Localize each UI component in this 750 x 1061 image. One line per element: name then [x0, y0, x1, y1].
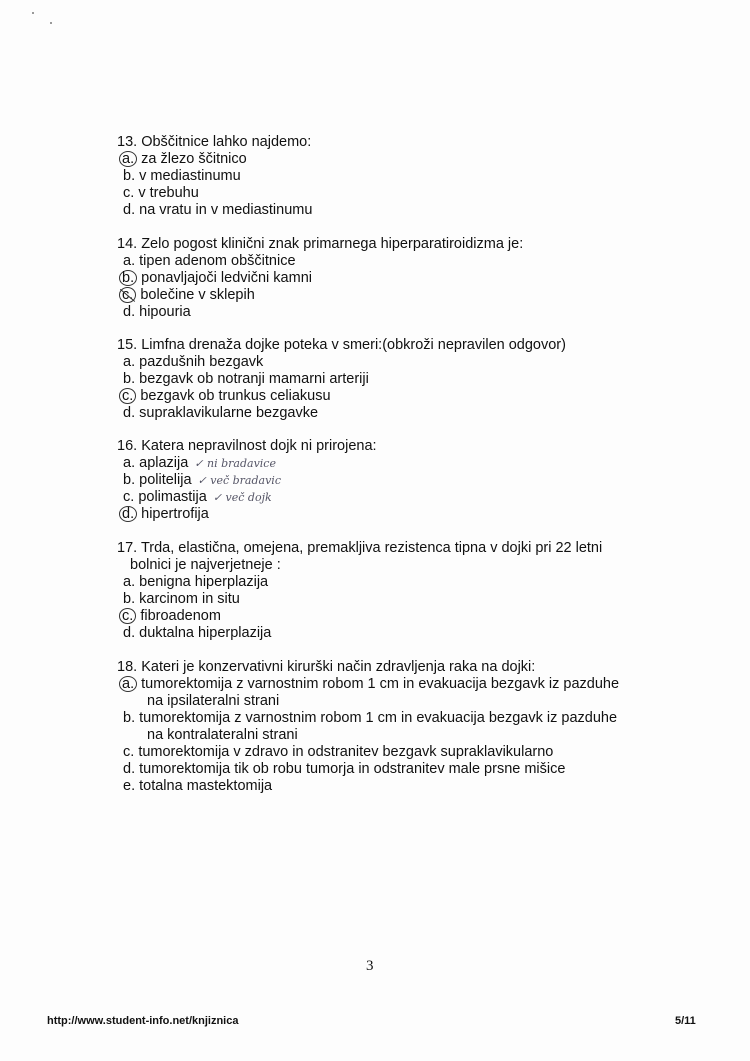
option-text: tumorektomija z varnostnim robom 1 cm in evakuacija bezgavk iz pazduhe	[141, 676, 620, 692]
option-text: duktalna hiperplazija	[139, 625, 272, 641]
answer-option	[117, 270, 523, 287]
option-letter: d.	[123, 625, 136, 641]
scan-speck	[32, 12, 34, 14]
answer-option	[117, 710, 619, 727]
circled-option-letter: a.	[119, 151, 137, 167]
question-number: 15.	[117, 337, 138, 353]
answer-option	[117, 202, 312, 219]
answer-option	[117, 761, 619, 778]
handwritten-note: ✓ več dojk	[212, 491, 272, 504]
question-number: 14.	[117, 236, 138, 252]
option-text: na vratu in v mediastinumu	[139, 202, 313, 218]
footer-url: http://www.student-info.net/knjiznica	[47, 1015, 239, 1027]
option-text: tipen adenom obščitnice	[139, 253, 296, 269]
option-text: ponavljajoči ledvični kamni	[141, 270, 312, 286]
question-text: 18. Kateri je konzervativni kirurški način zdravljenja raka na dojki:	[117, 659, 536, 675]
option-text: za žlezo ščitnico	[141, 151, 247, 167]
answer-option	[117, 472, 377, 489]
circled-option-letter: c.	[119, 608, 136, 624]
question-14	[117, 236, 523, 321]
option-letter: b.	[123, 710, 136, 726]
question-15	[117, 337, 566, 422]
question-text: 17. Trda, elastična, omejena, premakljiva rezistenca tipna v dojki pri 22 letni	[117, 540, 603, 556]
answer-option	[117, 744, 619, 761]
option-letter: c.	[123, 744, 135, 760]
option-text: v mediastinumu	[139, 168, 241, 184]
option-letter: b.	[123, 168, 136, 184]
answer-option	[117, 253, 523, 270]
option-letter: a.	[123, 253, 136, 269]
option-text: v trebuhu	[138, 185, 199, 201]
scan-speck	[50, 22, 52, 24]
question-text: 13. Obščitnice lahko najdemo:	[117, 134, 312, 150]
answer-option	[117, 455, 377, 472]
option-text: aplazija	[139, 455, 189, 471]
option-letter: a.	[123, 354, 136, 370]
question-number: 13.	[117, 134, 138, 150]
option-letter: b.	[123, 371, 136, 387]
option-text: hipouria	[139, 304, 191, 320]
option-text-continued: na kontralateralni strani	[147, 727, 298, 743]
answer-option	[117, 168, 312, 185]
option-letter: e.	[123, 778, 136, 794]
question-text-continued: bolnici je najverjetneje :	[130, 557, 281, 573]
circled-option-letter: d.	[119, 506, 137, 522]
option-text: tumorektomija tik ob robu tumorja in odstranitev male prsne mišice	[139, 761, 566, 777]
option-text: benigna hiperplazija	[139, 574, 269, 590]
answer-option	[117, 371, 566, 388]
answer-option	[117, 151, 312, 168]
answer-option	[117, 405, 566, 422]
handwritten-note: ✓ več bradavic	[197, 474, 281, 487]
question-text: 16. Katera nepravilnost dojk ni prirojena:	[117, 438, 377, 454]
answer-option	[117, 489, 377, 506]
question-18	[117, 659, 619, 795]
page-number: 3	[366, 958, 374, 974]
option-text: totalna mastektomija	[139, 778, 273, 794]
option-letter: a.	[123, 455, 136, 471]
option-text: karcinom in situ	[139, 591, 240, 607]
circled-option-letter: b.	[119, 270, 137, 286]
option-text: supraklavikularne bezgavke	[139, 405, 319, 421]
answer-option	[117, 388, 566, 405]
option-text: tumorektomija z varnostnim robom 1 cm in evakuacija bezgavk iz pazduhe	[139, 710, 618, 726]
option-letter: d.	[123, 405, 136, 421]
option-letter: d.	[123, 304, 136, 320]
circled-option-letter: c.	[119, 287, 136, 303]
option-text: bezgavk ob trunkus celiakusu	[140, 388, 331, 404]
answer-option	[117, 625, 602, 642]
option-letter: c.	[123, 185, 135, 201]
option-text: bolečine v sklepih	[140, 287, 255, 303]
option-letter: b.	[123, 472, 136, 488]
answer-option	[117, 778, 619, 795]
answer-option	[117, 574, 602, 591]
option-text: pazdušnih bezgavk	[139, 354, 264, 370]
answer-option	[117, 354, 566, 371]
question-text: 14. Zelo pogost klinični znak primarnega hiperparatiroidizma je:	[117, 236, 524, 252]
question-number: 17.	[117, 540, 138, 556]
question-number: 18.	[117, 659, 138, 675]
question-text: 15. Limfna drenaža dojke poteka v smeri:(obkroži nepravilen odgovor)	[117, 337, 566, 353]
option-text-continued: na ipsilateralni strani	[147, 693, 280, 709]
option-letter: d.	[123, 761, 136, 777]
answer-option	[117, 506, 377, 523]
option-letter: c.	[123, 489, 135, 505]
option-text: polimastija	[138, 489, 207, 505]
circled-option-letter: c.	[119, 388, 136, 404]
question-16	[117, 438, 377, 523]
option-letter: d.	[123, 202, 136, 218]
question-number: 16.	[117, 438, 138, 454]
option-letter: b.	[123, 591, 136, 607]
option-text: hipertrofija	[141, 506, 209, 522]
answer-option	[117, 287, 523, 304]
answer-option	[117, 185, 312, 202]
question-13	[117, 134, 312, 219]
option-text: bezgavk ob notranji mamarni arteriji	[139, 371, 369, 387]
footer-page-count: 5/11	[675, 1015, 696, 1027]
option-text: tumorektomija v zdravo in odstranitev bezgavk supraklavikularno	[138, 744, 554, 760]
answer-option	[117, 608, 602, 625]
option-text: politelija	[139, 472, 192, 488]
handwritten-note: ✓ ni bradavice	[194, 457, 276, 470]
option-letter: a.	[123, 574, 136, 590]
question-17	[117, 540, 602, 642]
answer-option	[117, 304, 523, 321]
circled-option-letter: a.	[119, 676, 137, 692]
answer-option	[117, 591, 602, 608]
option-text: fibroadenom	[140, 608, 221, 624]
answer-option	[117, 676, 619, 693]
